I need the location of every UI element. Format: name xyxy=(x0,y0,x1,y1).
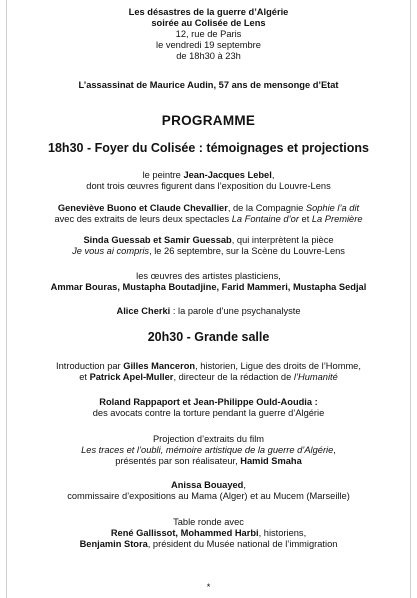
page-left-border xyxy=(6,0,7,598)
entry-film xyxy=(8,434,409,468)
film-line-2: Les traces et l’oubli, mémoire artistique de la guerre d’Algérie, xyxy=(81,445,336,456)
bouayed-line-1: Anissa Bouayed, xyxy=(171,480,246,490)
entry-table-ronde xyxy=(8,517,409,551)
entry-buono-chevallier xyxy=(8,203,409,225)
entry-guessab xyxy=(8,235,409,257)
event-time: de 18h30 à 23h xyxy=(176,51,241,61)
guessab-line-1: Sinda Guessab et Samir Guessab, qui interprètent la pièce xyxy=(83,235,334,245)
lebel-line-2: dont trois œuvres figurent dans l’exposition du Louvre-Lens xyxy=(86,181,331,192)
table-line-3: Benjamin Stora, président du Musée national de l’immigration xyxy=(79,539,338,550)
page-right-border xyxy=(410,0,411,598)
cherki-line: Alice Cherki : la parole d’une psychanalyste xyxy=(116,306,301,316)
table-line-1: Table ronde avec xyxy=(173,517,244,527)
entry-cherki xyxy=(8,306,409,317)
entry-rappaport xyxy=(8,397,409,419)
event-theme: L’assassinat de Maurice Audin, 57 ans de mensonge d’Etat xyxy=(78,80,339,90)
entry-bouayed xyxy=(8,480,409,502)
rappaport-line-1: Roland Rappaport et Jean-Philippe Ould-Aoudia : xyxy=(99,397,318,407)
section-2030-heading: 20h30 - Grande salle xyxy=(147,330,270,344)
artists-names: Ammar Bouras, Mustapha Boutadjine, Farid Mammeri, Mustapha Sedjal xyxy=(50,282,367,293)
entry-lebel xyxy=(8,170,409,192)
section-1830-heading: 18h30 - Foyer du Colisée : témoignages et projections xyxy=(48,141,369,155)
table-line-2: René Gallissot, Mohammed Harbi, historiens, xyxy=(110,528,307,539)
film-line-3: présentés par son réalisateur, Hamid Smaha xyxy=(115,456,302,467)
intro-line-2: et Patrick Apel-Muller, directeur de la rédaction de l’Humanité xyxy=(79,372,338,383)
entry-artists xyxy=(8,271,409,293)
footer-asterisk: * xyxy=(206,582,211,592)
event-title: Les désastres de la guerre d’Algérie xyxy=(128,7,289,17)
entry-introduction xyxy=(8,361,409,383)
event-address: 12, rue de Paris xyxy=(175,29,242,39)
event-date: le vendredi 19 septembre xyxy=(156,40,261,50)
lebel-name: Jean-Jacques Lebel xyxy=(183,170,272,180)
programme-heading: PROGRAMME xyxy=(161,113,256,128)
intro-line-1: Introduction par Gilles Manceron, historien, Ligue des droits de l’Homme, xyxy=(56,361,361,371)
buono-line-1: Geneviève Buono et Claude Chevallier, de la Compagnie Sophie l’a dit xyxy=(57,203,360,213)
artists-intro: les œuvres des artistes plasticiens, xyxy=(136,271,281,281)
guessab-line-2: Je vous ai compris, le 26 septembre, sur la Scène du Louvre-Lens xyxy=(72,246,345,257)
lebel-line-1: le peintre Jean-Jacques Lebel, xyxy=(142,170,275,180)
rappaport-line-2: des avocats contre la torture pendant la guerre d’Algérie xyxy=(92,408,325,419)
buono-line-2: avec des extraits de leurs deux spectacles La Fontaine d’or et La Première xyxy=(54,214,363,225)
bouayed-line-2: commissaire d’expositions au Mama (Alger) et au Mucem (Marseille) xyxy=(67,491,350,502)
film-line-1: Projection d’extraits du film xyxy=(152,434,265,444)
event-subtitle: soirée au Colisée de Lens xyxy=(151,18,266,28)
